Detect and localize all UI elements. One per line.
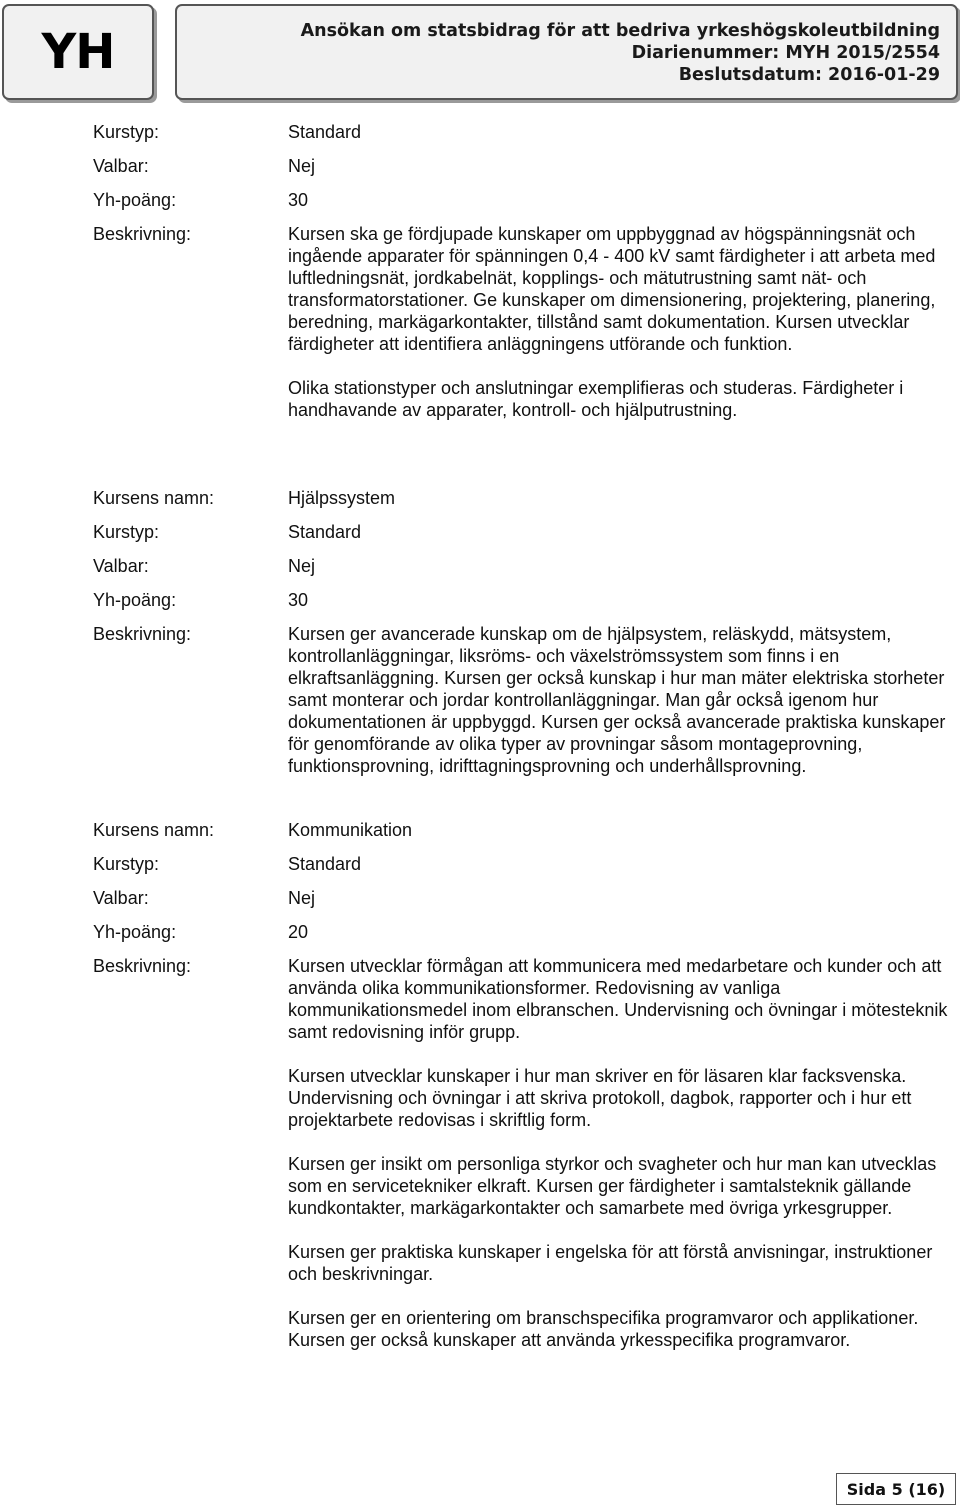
- description-paragraph: Olika stationstyper och anslutningar exemplifieras och studeras. Färdigheter i handhavande av apparater, kontroll- och hjälputrustning.: [288, 378, 904, 420]
- kursens-namn-row: [93, 819, 955, 853]
- yh-poang-row: [93, 189, 955, 223]
- course-section: [93, 819, 955, 1351]
- document-header: [175, 4, 958, 100]
- kurstyp-value: Standard: [288, 122, 362, 142]
- kursens-namn-label: Kursens namn:: [93, 820, 215, 840]
- yh-poang-value: 30: [288, 590, 309, 610]
- valbar-row: [93, 887, 955, 921]
- kursens-namn-value: Kommunikation: [288, 820, 413, 840]
- yh-poang-value: 30: [288, 190, 309, 210]
- page-number-box: [836, 1473, 956, 1505]
- valbar-label: Valbar:: [93, 888, 149, 908]
- yh-logo-text: YH: [41, 24, 115, 80]
- kursens-namn-value: Hjälpssystem: [288, 488, 396, 508]
- kurstyp-label: Kurstyp:: [93, 122, 160, 142]
- valbar-value: Nej: [288, 888, 316, 908]
- description-paragraph: Kursen utvecklar kunskaper i hur man skriver en för läsaren klar facksvenska. Undervisning och övningar i att skriva protokoll, dagbok, rapporter och i hur ett projektarbete redovisas i skriftlig form.: [288, 1066, 912, 1130]
- valbar-row: [93, 555, 955, 589]
- beskrivning-text: [288, 623, 955, 777]
- valbar-label: Valbar:: [93, 556, 149, 576]
- kurstyp-label: Kurstyp:: [93, 522, 160, 542]
- yh-poang-row: [93, 921, 955, 955]
- yh-poang-label: Yh-poäng:: [93, 922, 177, 942]
- course-section: [93, 487, 955, 777]
- course-section: [93, 121, 955, 421]
- description-paragraph: Kursen ger insikt om personliga styrkor och svagheter och hur man kan utvecklas som en servicetekniker elkraft. Kursen ger färdigheter i samtalsteknik gällande kundkontakter, markägarkontakter och samarbete med övriga yrkesgrupper.: [288, 1154, 937, 1218]
- yh-logo: [2, 4, 154, 100]
- yh-poang-row: [93, 589, 955, 623]
- beskrivning-label: Beskrivning:: [93, 224, 192, 244]
- kurstyp-label: Kurstyp:: [93, 854, 160, 874]
- kurstyp-value: Standard: [288, 522, 362, 542]
- kursens-namn-row: [93, 487, 955, 521]
- valbar-row: [93, 155, 955, 189]
- kurstyp-row: [93, 853, 955, 887]
- yh-poang-value: 20: [288, 922, 309, 942]
- yh-poang-label: Yh-poäng:: [93, 190, 177, 210]
- beskrivning-label: Beskrivning:: [93, 624, 192, 644]
- beskrivning-row: [93, 623, 955, 777]
- valbar-value: Nej: [288, 156, 316, 176]
- description-paragraph: Kursen ska ge fördjupade kunskaper om uppbyggnad av högspänningsnät och ingående apparater för spänningen 0,4 - 400 kV samt färdigheter i att arbeta med luftledningsnät, jordkabelnät, kopplings- och mätutrustning samt nät- och transformatorstationer. Ge kunskaper om dimensionering, projektering, planering, beredning, markägarkontakter, tillstånd samt dokumentation. Kursen utvecklar färdigheter att identifiera anläggningens utförande och funktion.: [288, 224, 936, 354]
- description-paragraph: Kursen ger en orientering om branschspecifika programvaror och applikationer. Kursen ger också kunskaper att använda yrkesspecifika programvaror.: [288, 1308, 919, 1350]
- valbar-label: Valbar:: [93, 156, 149, 176]
- beskrivning-row: [93, 955, 955, 1351]
- header-beslutsdatum: Beslutsdatum: 2016-01-29: [678, 65, 940, 85]
- header-title: Ansökan om statsbidrag för att bedriva yrkeshögskoleutbildning: [300, 21, 940, 41]
- beskrivning-row: [93, 223, 955, 421]
- kursens-namn-label: Kursens namn:: [93, 488, 215, 508]
- beskrivning-label: Beskrivning:: [93, 956, 192, 976]
- description-paragraph: Kursen ger avancerade kunskap om de hjälpsystem, reläskydd, mätsystem, kontrollanläggningar, liksröms- och växelströmssystem som finns i en elkraftsanläggning. Kursen ger också kunskap i hur man mäter elektriska storheter samt monterar och jordar kontrollanläggningar. Man går också igenom hur dokumentationen är uppbyggd. Kursen ger också avancerade praktiska kunskaper för genomförande av olika typer av provningar såsom montageprovning, funktionsprovning, idrifttagningsprovning och underhållsprovning.: [288, 624, 946, 776]
- kurstyp-row: [93, 121, 955, 155]
- yh-poang-label: Yh-poäng:: [93, 590, 177, 610]
- valbar-value: Nej: [288, 556, 316, 576]
- kurstyp-value: Standard: [288, 854, 362, 874]
- beskrivning-text: [288, 223, 955, 421]
- description-paragraph: Kursen ger praktiska kunskaper i engelska för att förstå anvisningar, instruktioner och beskrivningar.: [288, 1242, 933, 1284]
- description-paragraph: Kursen utvecklar förmågan att kommunicera med medarbetare och kunder och att använda olika kommunikationsformer. Redovisning av vanliga kommunikationsmedel inom elbranschen. Undervisning och övningar i mötesteknik samt redovisning inför grupp.: [288, 956, 948, 1042]
- beskrivning-text: [288, 955, 955, 1351]
- header-diarienummer: Diarienummer: MYH 2015/2554: [631, 43, 940, 63]
- page-number: Sida 5 (16): [846, 1479, 946, 1499]
- course-list: [93, 121, 955, 1351]
- kurstyp-row: [93, 521, 955, 555]
